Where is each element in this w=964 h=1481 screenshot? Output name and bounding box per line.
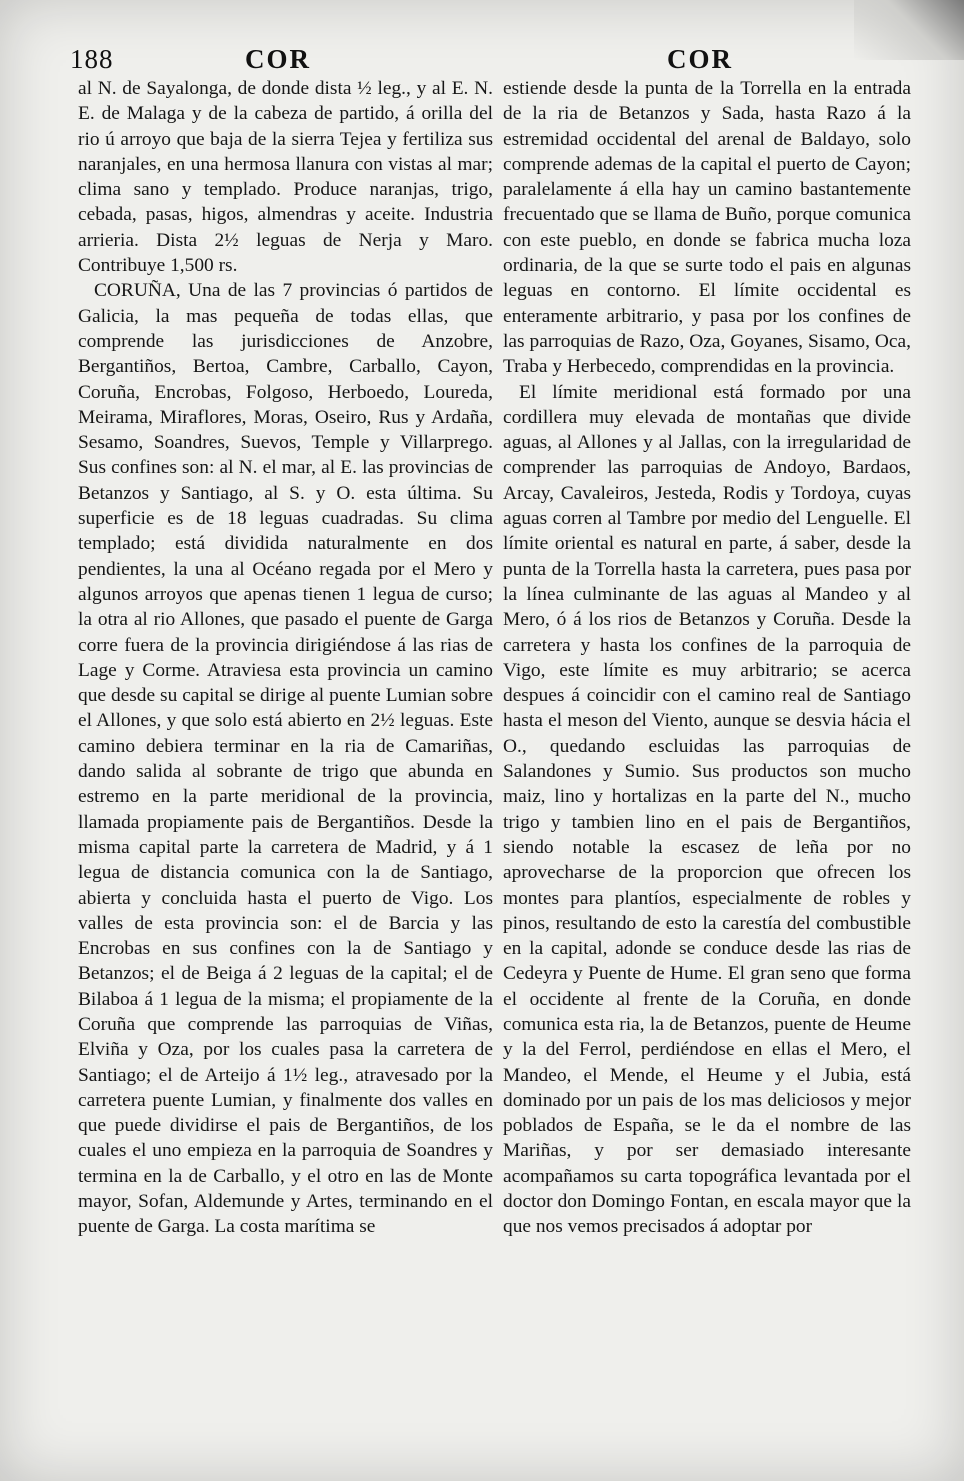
left-heading: COR: [245, 44, 311, 74]
right-heading: COR: [667, 44, 733, 74]
left-column: [78, 76, 493, 1240]
paragraph-coruna: CORUÑA, Una de las 7 provincias ó partidos de Galicia, la mas pequeña de todas ellas, que comprende las jurisdicciones de Anzobre, Bergantiños, Bertoa, Cambre, Carballo, Cayon, Coruña, Encrobas, Folgoso, Herboedo, Loureda, Meirama, Miraflores, Moras, Oseiro, Rus y Ardaña, Sesamo, Soandres, Suevos, Temple y Villarprego. Sus confines son: al N. el mar, al E. las provincias de Betanzos y Santiago, al S. y O. esta última. Su superficie es de 18 leguas cuadradas. Su clima templado; está dividida naturalmente en dos pendientes, la una al Océano regada por el Mero y algunos arroyos que apenas tienen 1 legua de curso; la otra al rio Allones, que pasado el puente de Garga corre fuera de la provincia dirigiéndose á las rias de Lage y Corme. Atraviesa esta provincia un camino que desde su capital se dirige al puente Lumian sobre el Allones, y que solo está abierto en 2½ leguas. Este camino debiera terminar en la ria de Camariñas, dando salida al sobrante de trigo que abunda en estremo en la parte meridional de la provincia, llamada propiamente pais de Bergantiños. Desde la misma capital parte la carretera de Madrid, y á 1 legua de distancia comunica con la de Santiago, abierta y concluida hasta el puerto de Vigo. Los valles de esta provincia son: el de Barcia y las Encrobas en sus confines con la de Santiago y Betanzos; el de Beiga á 2 leguas de la capital; el de Bilaboa á 1 legua de la misma; el propiamente de la Coruña que comprende las parroquias de Viñas, Elviña y Oza, por los cuales pasa la carretera de Santiago; el de Arteijo á 1½ leg., atravesado por la carretera puente Lumian, y finalmente dos valles en que puede dividirse el pais de Bergantiños, de los cuales el uno empieza en la parroquia de Soandres y termina en la de Carballo, y el otro en las de Monte mayor, Sofan, Aldemunde y Artes, terminando en el puente de Garga. La costa marítima se: [78, 280, 493, 1238]
paragraph-limite-meridional: El límite meridional está formado por una cordillera muy elevada de montañas que divide aguas, al Allones y al Jallas, con la irregularidad de comprender las parroquias de Andoyo, Bardaos, Arcay, Cavaleiros, Jesteda, Rodis y Tordoya, cuyas aguas corren al Tambre por medio del Lenguelle. El límite oriental es natural en parte, á saber, desde la punta de la Torrella hasta la carretera, pues pasa por la línea culminante de las aguas al Mandeo y al Mero, ó á los rios de Betanzos y Coruña. Desde la carretera y hasta los confines de la parroquia de Vigo, este límite es muy arbitrario; se acerca despues á coincidir con el camino real de Santiago hasta el meson del Viento, aunque se desvia hácia el O., quedando escluidas las parroquias de Salandones y Sumio. Sus productos son mucho maiz, lino y hortalizas en la parte del N., mucho trigo y tambien lino en el pais de Bergantiños, siendo notable la escasez de leña por no aprovecharse de la proporcion que ofrecen los montes para plantíos, especialmente de robles y pinos, resultando de esto la carestía del combustible en la capital, adonde se conduce desde las rias de Cedeyra y Puente de Hume. El gran seno que forma el occidente al frente de la Coruña, en donde comunica esta ria, la de Betanzos, puente de Heume y la del Ferrol, perdiéndose en ellas el Mero, el Mandeo, el Mende, el Heume y el Jubia, está dominado por un pais de los mas deliciosos y mejor poblados de España, se le da el nombre de las Mariñas, y por ser demasiado interesante acompañamos su carta topográfica levantada por el doctor don Domingo Fontan, en escala mayor que la que nos vemos precisados á adoptar por: [503, 381, 911, 1238]
paragraph-sayalonga: al N. de Sayalonga, de donde dista ½ leg., y al E. N. E. de Malaga y de la cabeza de partido, á orilla del rio ú arroyo que baja de la sierra Tejea y fertiliza sus naranjales, en una hermosa llanura con vistas al mar; clima sano y templado. Produce naranjas, trigo, cebada, pasas, higos, almendras y aceite. Industria arrieria. Dista 2½ leguas de Nerja y Maro. Contribuye 1,500 rs.: [78, 78, 493, 277]
running-head-right: [500, 44, 900, 80]
paragraph-continuation: estiende desde la punta de la Torrella en la entrada de la ria de Betanzos y Sada, hasta Razo á la estremidad occidental del arenal de Baldayo, solo comprende ademas de la capital el puerto de Cayon; paralelamente á ella hay un camino bastantemente frecuentado que se llama de Buño, porque comunica con este pueblo, en donde se fabrica mucha loza ordinaria, de la que se surte todo el pais en algunas leguas en contorno. El límite occidental es enteramente arbitrario, y pasa por los confines de las parroquias de Razo, Oza, Goyanes, Sisamo, Oca, Traba y Herbecedo, comprendidas en la provincia.: [503, 78, 911, 378]
right-column: [503, 76, 911, 1240]
page-number: 188: [70, 44, 114, 74]
running-head-left: [70, 44, 490, 80]
